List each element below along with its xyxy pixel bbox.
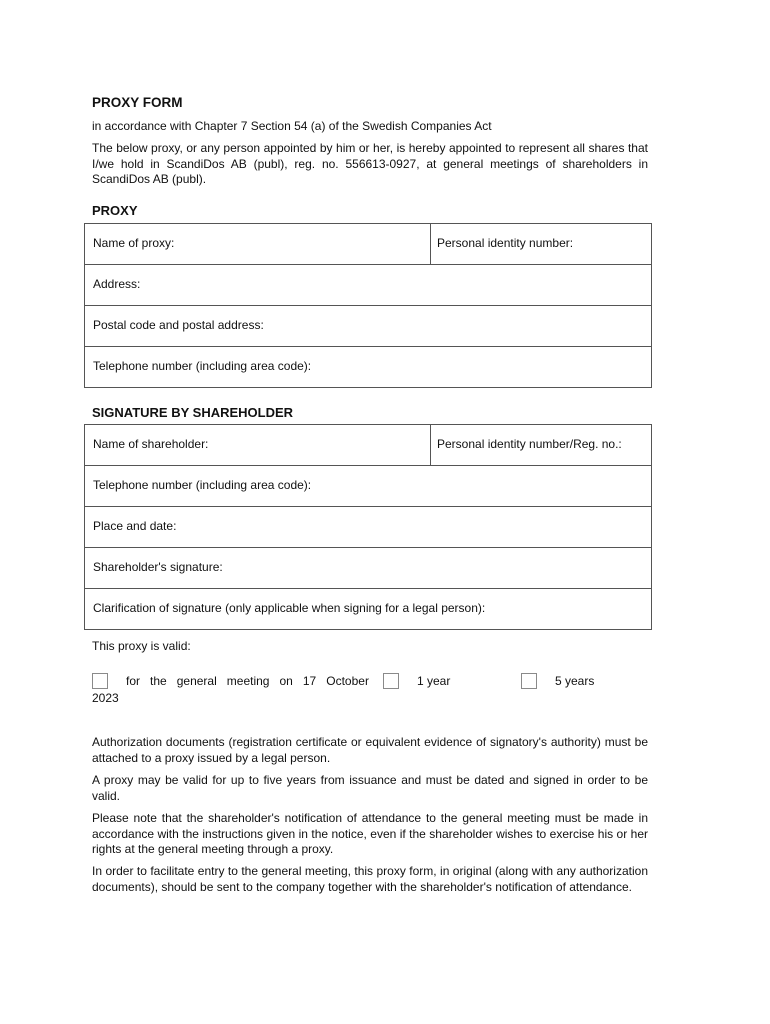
proxy-postal-label: Postal code and postal address: (93, 318, 264, 333)
page-subtitle: in accordance with Chapter 7 Section 54 (a) of the Swedish Companies Act (92, 119, 492, 133)
signature-clarification-field[interactable] (85, 589, 652, 630)
meeting-option-word: October (326, 674, 369, 688)
shareholder-phone-field[interactable] (85, 466, 652, 507)
validity-label: This proxy is valid: (92, 639, 191, 653)
proxy-phone-label: Telephone number (including area code): (93, 359, 312, 374)
meeting-option-label (126, 674, 369, 690)
proxy-address-label: Address: (93, 277, 141, 292)
shareholder-signature-field[interactable] (85, 548, 652, 589)
meeting-option-word: 17 (302, 674, 317, 688)
proxy-section-heading: PROXY (92, 203, 138, 218)
shareholder-phone-label: Telephone number (including area code): (93, 478, 312, 493)
signature-clarification-label: Clarification of signature (only applicable when signing for a legal person): (93, 601, 486, 616)
shareholder-name-field[interactable] (85, 425, 431, 466)
shareholder-id-field[interactable] (431, 425, 652, 466)
proxy-postal-field[interactable] (85, 306, 652, 347)
signature-table (84, 424, 652, 630)
proxy-name-label: Name of proxy: (93, 236, 175, 251)
place-date-label: Place and date: (93, 519, 177, 534)
meeting-option-word: general (176, 674, 217, 688)
intro-paragraph: The below proxy, or any person appointed by him or her, is hereby appointed to represent all shares that I/we hold in ScandiDos AB (publ), reg. no. 556613-0927, at general meetings of shareholders in ScandiDos AB (publ). (92, 141, 648, 186)
one-year-label: 1 year (417, 674, 451, 688)
proxy-name-field[interactable] (85, 224, 431, 265)
shareholder-signature-label: Shareholder's signature: (93, 560, 223, 575)
note-validity: A proxy may be valid for up to five years from issuance and must be dated and signed in order to be valid. (92, 773, 648, 803)
meeting-option-word: on (279, 674, 293, 688)
proxy-id-field[interactable] (431, 224, 652, 265)
five-years-label: 5 years (555, 674, 595, 688)
five-years-checkbox[interactable] (521, 673, 537, 689)
meeting-option-word: meeting (226, 674, 270, 688)
proxy-address-field[interactable] (85, 265, 652, 306)
one-year-checkbox[interactable] (383, 673, 399, 689)
page-title: PROXY FORM (92, 95, 183, 110)
signature-section-heading: SIGNATURE BY SHAREHOLDER (92, 405, 294, 420)
note-attendance: Please note that the shareholder's notification of attendance to the general meeting must be made in accordance with the instructions given in the notice, even if the shareholder wishes to exercise his or her rights at the general meeting through a proxy. (92, 811, 648, 856)
shareholder-id-label: Personal identity number/Reg. no.: (437, 437, 622, 452)
meeting-option-word: the (150, 674, 167, 688)
place-date-field[interactable] (85, 507, 652, 548)
proxy-phone-field[interactable] (85, 347, 652, 388)
meeting-checkbox[interactable] (92, 673, 108, 689)
shareholder-name-label: Name of shareholder: (93, 437, 209, 452)
proxy-id-label: Personal identity number: (437, 236, 574, 251)
meeting-option-word: for (126, 674, 141, 688)
note-authorization: Authorization documents (registration certificate or equivalent evidence of signatory's authority) must be attached to a proxy issued by a legal person. (92, 735, 648, 765)
meeting-option-year: 2023 (92, 691, 119, 705)
note-entry: In order to facilitate entry to the general meeting, this proxy form, in original (along with any authorization documents), should be sent to the company together with the shareholder's notification of attendance. (92, 864, 648, 894)
proxy-table (84, 223, 652, 388)
